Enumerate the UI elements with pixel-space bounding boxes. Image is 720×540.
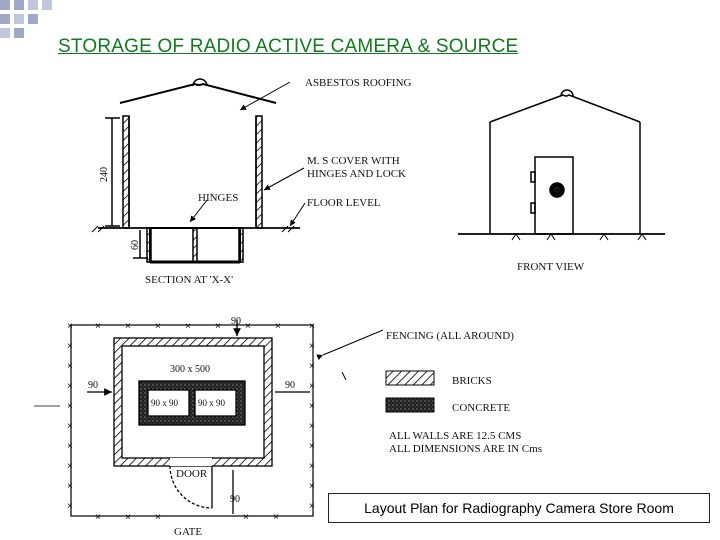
svg-text:×: × bbox=[155, 321, 161, 332]
svg-text:×: × bbox=[185, 321, 191, 332]
section-view bbox=[92, 79, 305, 262]
top-gap-dimension: 90 bbox=[231, 316, 241, 327]
svg-text:×: × bbox=[243, 512, 249, 523]
svg-text:×: × bbox=[273, 512, 279, 523]
pit-1-label: 90 x 90 bbox=[151, 398, 178, 408]
svg-text:×: × bbox=[67, 381, 73, 392]
svg-text:×: × bbox=[275, 321, 281, 332]
svg-text:×: × bbox=[309, 381, 315, 392]
cover-label-line2: HINGES AND LOCK bbox=[307, 168, 406, 180]
gate-label: GATE bbox=[174, 526, 203, 538]
svg-text:×: × bbox=[309, 341, 315, 352]
svg-text:×: × bbox=[309, 421, 315, 432]
front-view bbox=[458, 90, 665, 240]
svg-text:×: × bbox=[67, 501, 73, 512]
svg-text:×: × bbox=[245, 321, 251, 332]
svg-text:×: × bbox=[125, 512, 131, 523]
svg-text:×: × bbox=[67, 481, 73, 492]
concrete-swatch bbox=[386, 398, 434, 412]
hinges-label: HINGES bbox=[198, 192, 239, 204]
walls-note: ALL WALLS ARE 12.5 CMS bbox=[389, 430, 522, 442]
svg-text:×: × bbox=[67, 361, 73, 372]
svg-text:×: × bbox=[309, 361, 315, 372]
height-dimension: 240 bbox=[99, 167, 110, 182]
left-gap-dimension: 90 bbox=[88, 380, 98, 391]
right-gap-dimension: 90 bbox=[285, 380, 295, 391]
svg-text:×: × bbox=[67, 321, 73, 332]
svg-text:×: × bbox=[67, 341, 73, 352]
svg-text:×: × bbox=[155, 512, 161, 523]
layout-caption: Layout Plan for Radiography Camera Store Room bbox=[328, 493, 710, 523]
front-view-caption: FRONT VIEW bbox=[517, 261, 585, 273]
bottom-gap-dimension: 90 bbox=[230, 494, 240, 505]
bricks-label: BRICKS bbox=[452, 375, 492, 387]
roofing-label: ASBESTOS ROOFING bbox=[305, 77, 412, 89]
svg-text:×: × bbox=[309, 321, 315, 332]
section-caption: SECTION AT 'X-X' bbox=[145, 274, 234, 286]
svg-text:×: × bbox=[309, 441, 315, 452]
dimensions-note: ALL DIMENSIONS ARE IN Cms bbox=[389, 443, 542, 455]
svg-text:×: × bbox=[309, 461, 315, 472]
room-size-label: 300 x 500 bbox=[170, 364, 210, 375]
concrete-label: CONCRETE bbox=[452, 402, 511, 414]
svg-text:×: × bbox=[125, 321, 131, 332]
svg-text:×: × bbox=[67, 421, 73, 432]
radiation-symbol bbox=[555, 188, 559, 192]
bricks-swatch bbox=[386, 371, 434, 385]
slide-title: STORAGE OF RADIO ACTIVE CAMERA & SOURCE bbox=[58, 36, 519, 57]
svg-text:×: × bbox=[67, 441, 73, 452]
depth-dimension: 60 bbox=[130, 240, 141, 250]
cover-label-line1: M. S COVER WITH bbox=[307, 155, 400, 167]
svg-text:×: × bbox=[309, 401, 315, 412]
svg-text:×: × bbox=[67, 401, 73, 412]
fencing-label: FENCING (ALL AROUND) bbox=[386, 330, 514, 342]
door-label: DOOR bbox=[176, 468, 208, 480]
pit-2-label: 90 x 90 bbox=[198, 398, 225, 408]
svg-text:×: × bbox=[309, 501, 315, 512]
svg-text:×: × bbox=[309, 481, 315, 492]
svg-text:×: × bbox=[215, 321, 221, 332]
svg-text:×: × bbox=[95, 512, 101, 523]
svg-text:×: × bbox=[95, 321, 101, 332]
svg-text:×: × bbox=[67, 461, 73, 472]
store-room-plan bbox=[34, 320, 383, 514]
floor-level-label: FLOOR LEVEL bbox=[307, 197, 381, 209]
